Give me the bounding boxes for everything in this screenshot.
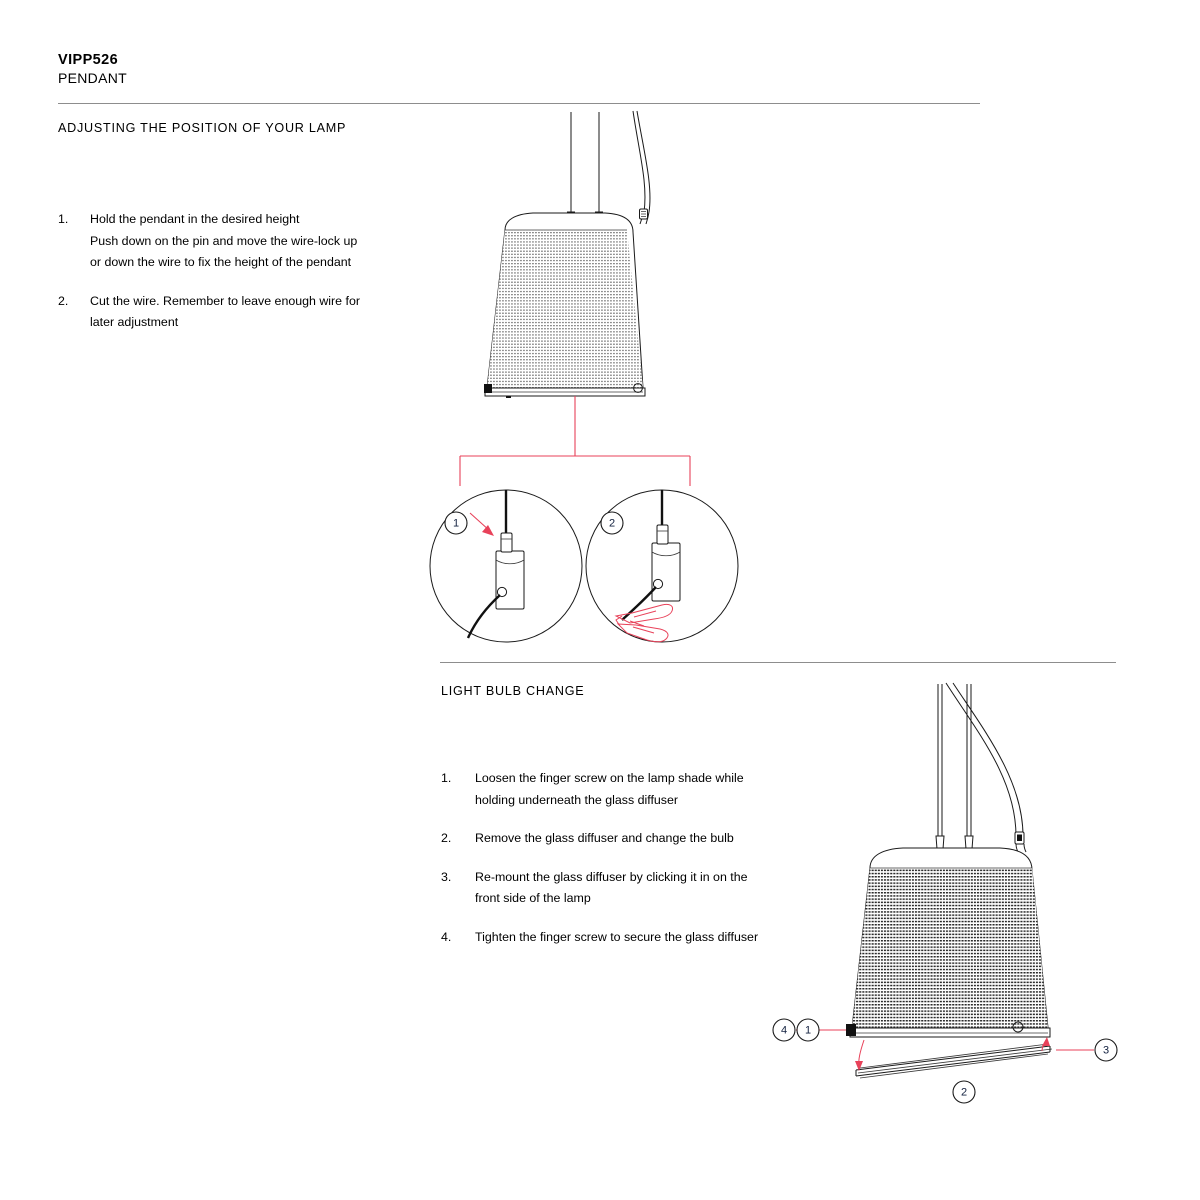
step-number: 2. (58, 293, 69, 308)
step-text-line: Cut the wire. Remember to leave enough wire for (90, 293, 360, 308)
power-cable (633, 111, 650, 224)
callout-badge-4-label: 4 (780, 1024, 788, 1037)
callout-badge-2-label: 2 (608, 517, 616, 530)
wire-lock-body (652, 543, 680, 601)
callout-badge-3-label: 3 (1102, 1044, 1110, 1057)
header-divider (58, 103, 980, 104)
step-text-line: Push down on the pin and move the wire-lock up (90, 233, 358, 248)
lamp-shade (480, 213, 655, 398)
step-number: 2. (441, 831, 452, 845)
step-number: 1. (441, 771, 452, 785)
callout-badge-1-label: 1 (452, 517, 460, 530)
step-text-line: or down the wire to fix the height of the pendant (90, 255, 352, 269)
list-item (58, 209, 438, 274)
lamp-shade (845, 848, 1060, 1037)
callout-badge-2-label: 2 (960, 1086, 968, 1099)
step-text-line: Tighten the finger screw to secure the glass diffuser (475, 929, 759, 944)
step-number: 1. (58, 212, 69, 226)
step-text-line: Hold the pendant in the desired height (90, 212, 300, 226)
finger-screw (484, 384, 492, 393)
bulb-change-diagram (760, 668, 1160, 1118)
power-cable (946, 683, 1026, 852)
step-text-line: later adjustment (90, 315, 179, 329)
page-subtitle: PENDANT (58, 70, 127, 86)
finger-screw (846, 1024, 856, 1036)
callout-badge-1-label: 1 (804, 1024, 812, 1037)
section-heading-bulb: LIGHT BULB CHANGE (441, 684, 585, 698)
section-divider (440, 662, 1116, 663)
wire-lock-body (496, 551, 524, 609)
step-text-line: holding underneath the glass diffuser (475, 792, 678, 807)
step-text-line: front side of the lamp (475, 891, 591, 905)
glass-diffuser (856, 1044, 1052, 1078)
detail-circle-1 (430, 490, 582, 642)
detail-circle-2 (586, 490, 738, 642)
shade-perforation (845, 868, 1060, 1030)
suspension-wires (568, 112, 603, 221)
step-number: 4. (441, 929, 452, 944)
step-text-line: Remove the glass diffuser and change the bulb (475, 831, 734, 845)
instruction-list-adjusting (58, 209, 438, 334)
step-number: 3. (441, 869, 452, 884)
list-item (58, 291, 438, 334)
wire-lock-pin (657, 525, 668, 544)
wire-lock-pin (501, 533, 512, 552)
step-text-line: Re-mount the glass diffuser by clicking it in on the (475, 869, 748, 884)
callout-leader-lines (460, 396, 690, 486)
page-title: VIPP526 (58, 52, 119, 68)
section-heading-adjusting: ADJUSTING THE POSITION OF YOUR LAMP (58, 121, 347, 135)
shade-perforation (480, 230, 655, 390)
suspension-wires (936, 684, 973, 849)
pendant-adjustment-diagram (430, 108, 770, 628)
step-text-line: Loosen the finger screw on the lamp shade while (475, 771, 744, 785)
